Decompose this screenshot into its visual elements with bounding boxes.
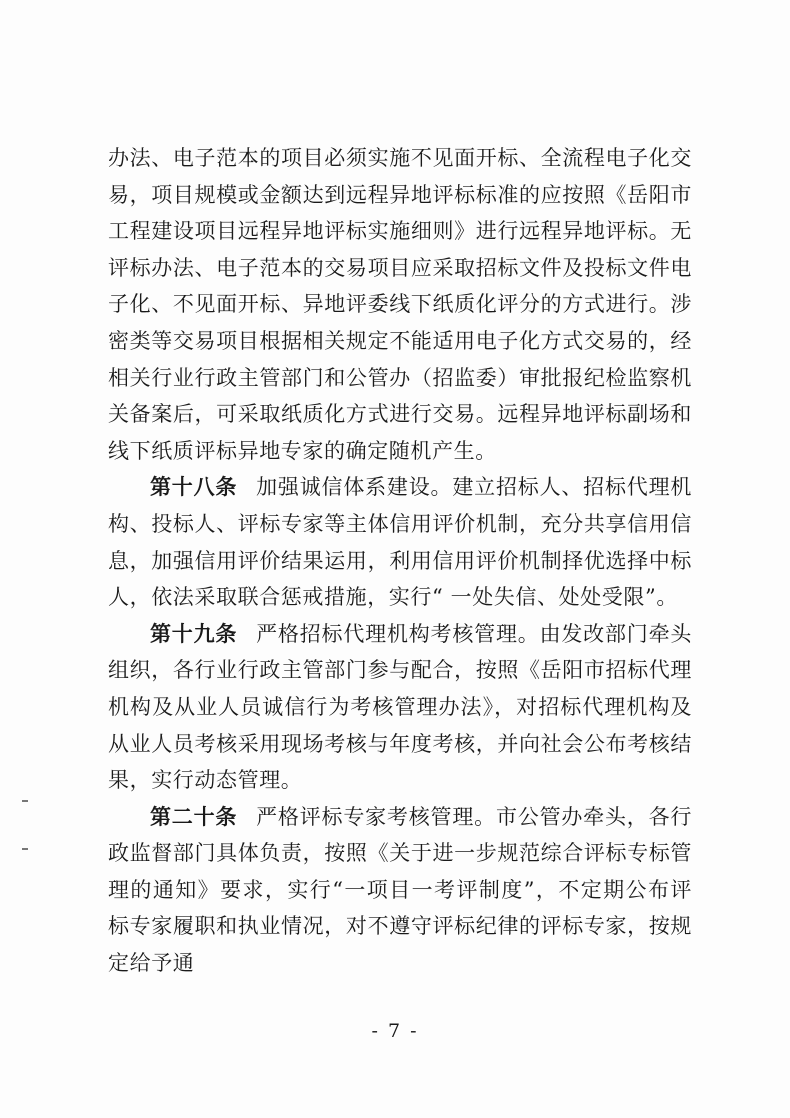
binding-mark (22, 848, 28, 850)
article-heading: 第十九条 (150, 620, 238, 646)
paragraph-article-19 (108, 616, 692, 799)
paragraph-article-18 (108, 469, 692, 615)
article-heading: 第二十条 (150, 803, 238, 829)
document-body (108, 140, 692, 982)
paragraph-continuation (108, 140, 692, 469)
paragraph-text: 严格评标专家考核管理。市公管办牵头，各行政监督部门具体负责，按照《关于进一步规范综合评标专标管理的通知》要求，实行“一项目一考评制度”，不定期公布评标专家履职和执业情况，对不遵守评标纪律的评标专家，按规定给予通 (108, 804, 692, 976)
article-heading: 第十八条 (150, 474, 238, 500)
paragraph-text: 严格招标代理机构考核管理。由发改部门牵头组织，各行业行政主管部门参与配合，按照《岳阳市招标代理机构及从业人员诚信行为考核管理办法》，对招标代理机构及从业人员考核采用现场考核与年度考核，并向社会公布考核结果，实行动态管理。 (108, 621, 692, 793)
binding-mark (22, 800, 28, 802)
paragraph-text: 办法、电子范本的项目必须实施不见面开标、全流程电子化交易，项目规模或金额达到远程异地评标标准的应按照《岳阳市工程建设项目远程异地评标实施细则》进行远程异地评标。无评标办法、电子范本的交易项目应采取招标文件及投标文件电子化、不见面开标、异地评委线下纸质化评分的方式进行。涉密类等交易项目根据相关规定不能适用电子化方式交易的，经相关行业行政主管部门和公管办（招监委）审批报纪检监察机关备案后，可采取纸质化方式进行交易。远程异地评标副场和线下纸质评标异地专家的确定随机产生。 (108, 146, 692, 463)
page-number: - 7 - (371, 1020, 419, 1042)
paragraph-article-20 (108, 799, 692, 982)
paragraph-text: 加强诚信体系建设。建立招标人、招标代理机构、投标人、评标专家等主体信用评价机制，充分共享信用信息，加强信用评价结果运用，利用信用评价机制择优选择中标人，依法采取联合惩戒措施，实行“ 一处失信、处处受限”。 (108, 475, 692, 610)
